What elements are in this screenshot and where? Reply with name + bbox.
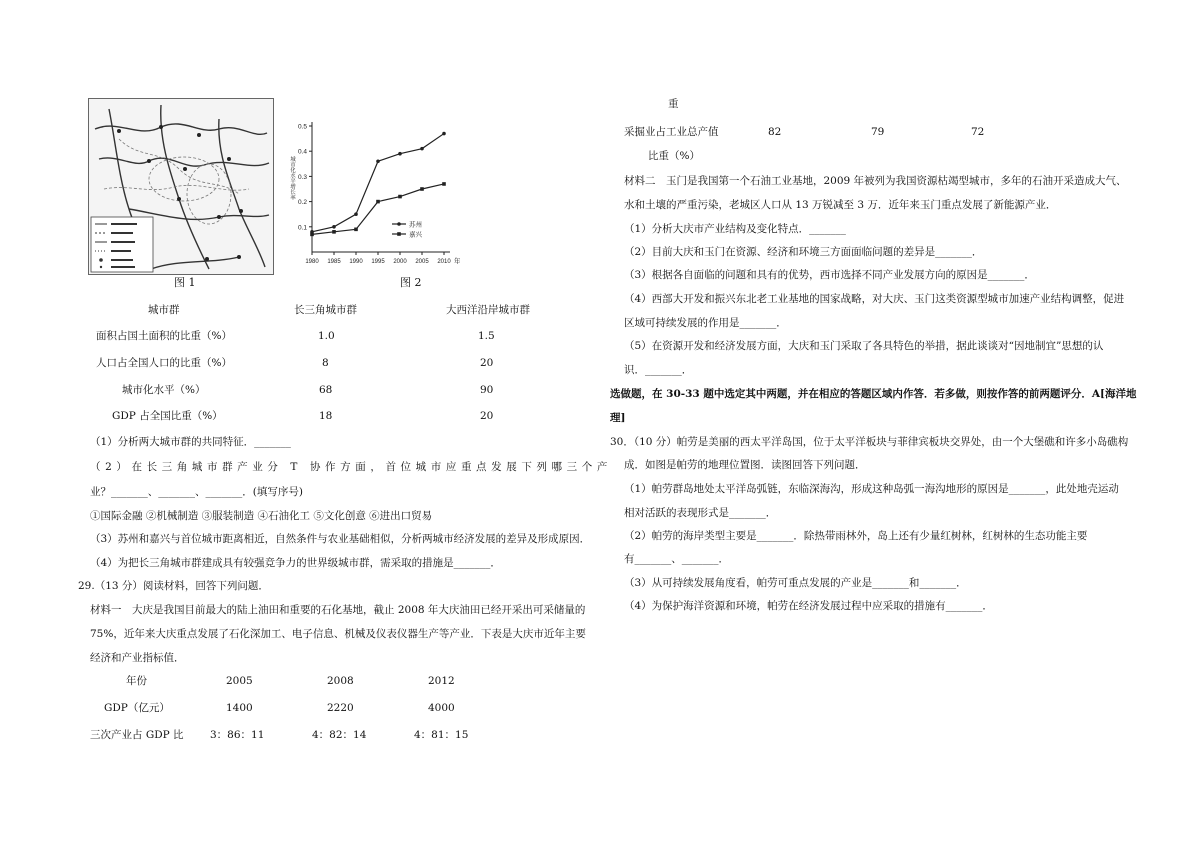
- data-point: [442, 132, 446, 136]
- q30-part1-line2: 相对活跃的表现形式是_______．: [624, 507, 777, 519]
- elective-instructions-line1: 选做题，在 30-33 题中选定其中两题，并在相应的答题区域内作答．若多做，则按作答的前两题评分．A[海洋地: [610, 388, 1137, 400]
- table-header: 长三角城市群: [294, 304, 357, 316]
- table-cell: 8: [322, 357, 329, 369]
- table-cell: GDP 占全国比重（%）: [112, 410, 223, 422]
- q30-heading-line1: 30．（10 分）帕劳是美丽的西太平洋岛国，位于太平洋板块与菲律宾板块交界处，由一个大堡礁和许多小岛礁构: [610, 436, 1129, 448]
- data-point: [354, 228, 358, 232]
- line-chart: [284, 116, 460, 276]
- table-cell: 4：82：14: [312, 729, 367, 741]
- q28-part2-line1: （2）在长三角城市群产业分 T 协作方面，首位城市应重点发展下列哪三个产: [90, 461, 612, 473]
- table-cell: 面积占国土面积的比重（%）: [96, 330, 232, 342]
- x-tick-label: 1995: [371, 259, 385, 265]
- table-cell: 90: [480, 384, 494, 396]
- data-point: [310, 233, 314, 237]
- data-point: [332, 230, 336, 234]
- data-point: [398, 195, 402, 199]
- map-drawing: [89, 99, 273, 274]
- table-cell: 1400: [226, 702, 253, 714]
- q28-part1: （1）分析两大城市群的共同特征．_______: [90, 436, 291, 448]
- q30-part2-line2: 有_______、_______．: [624, 553, 729, 565]
- table-header: 2012: [428, 675, 455, 687]
- y-tick-label: 0.5: [297, 123, 307, 131]
- q28-part3: （3）苏州和嘉兴与首位城市距离相近，自然条件与农业基础相似，分析两城市经济发展的差异及形成原因．: [90, 533, 591, 545]
- figure1-map: [88, 98, 274, 275]
- table-cell: 1.5: [478, 330, 495, 342]
- legend-marker: [397, 232, 401, 236]
- legend-label: 苏州: [409, 220, 422, 229]
- data-point: [398, 152, 402, 156]
- y-unit-label: 城市化水平增长率: [289, 156, 295, 200]
- q30-heading-line2: 成．如图是帕劳的地理位置图．读图回答下列问题．: [624, 459, 866, 471]
- table-header: 2005: [226, 675, 253, 687]
- table-cell: GDP（亿元）: [104, 702, 170, 714]
- x-tick-label: 1985: [327, 259, 341, 265]
- table-header: 大西洋沿岸城市群: [446, 304, 530, 316]
- table-header: 年份: [126, 675, 147, 687]
- q30-part1-line1: （1）帕劳群岛地处太平洋岛弧链，东临深海沟，形成这种岛弧一海沟地形的原因是_______，此处地壳运动: [624, 483, 1119, 495]
- q30-part3: （3）从可持续发展角度看，帕劳可重点发展的产业是_______和_______．: [624, 577, 967, 589]
- y-tick-label: 0.1: [297, 224, 307, 232]
- table-cell: 18: [319, 410, 333, 422]
- table-header: 2008: [327, 675, 354, 687]
- table-header: 城市群: [148, 304, 180, 316]
- x-tick-label: 1980: [305, 259, 319, 265]
- x-tick-label: 2010: [437, 259, 451, 265]
- data-point: [442, 182, 446, 186]
- q29-part5-line1: （5）在资源开发和经济发展方面，大庆和玉门采取了各具特色的举措，据此谈谈对“因地制宜”思想的认: [624, 340, 1104, 352]
- table-cell: 三次产业占 GDP 比: [90, 729, 184, 741]
- table-cell: 20: [480, 357, 494, 369]
- table-continued-word: 重: [668, 98, 679, 110]
- q29-part2: （2）目前大庆和玉门在资源、经济和环境三方面面临问题的差异是_______．: [624, 246, 983, 258]
- y-tick-label: 0.2: [297, 199, 307, 207]
- legend-label: 嘉兴: [409, 230, 422, 239]
- data-point: [354, 212, 358, 216]
- series-line-苏州: [312, 134, 444, 232]
- y-tick-label: 0.4: [297, 148, 307, 156]
- q28-part2-line2: 业？_______、_______、_______．(填写序号): [90, 486, 303, 498]
- table-cell: 3：86：11: [210, 729, 265, 741]
- legend-marker: [397, 222, 401, 226]
- q30-part2-line1: （2）帕劳的海岸类型主要是_______．除热带雨林外，岛上还有少量红树林，红树林的生态功能主要: [624, 530, 1088, 542]
- elective-instructions-line2: 理]: [610, 412, 626, 424]
- q28-options: ①国际金融 ②机械制造 ③服装制造 ④石油化工 ⑤文化创意 ⑥进出口贸易: [90, 510, 433, 522]
- table-cell: 82: [768, 126, 782, 138]
- table-cell: 人口占全国人口的比重（%）: [96, 357, 232, 369]
- q28-part4: （4）为把长三角城市群建成具有较强竞争力的世界级城市群，需采取的措施是_______．: [90, 557, 501, 569]
- x-tick-label: 2005: [415, 259, 429, 265]
- q29-part1: （1）分析大庆市产业结构及变化特点．_______: [624, 223, 846, 235]
- table-cell-unit: 比重（%）: [648, 150, 700, 162]
- table-cell: 72: [971, 126, 985, 138]
- data-point: [420, 147, 424, 151]
- data-point: [376, 200, 380, 204]
- table-cell: 城市化水平（%）: [122, 384, 206, 396]
- q29-part3: （3）根据各自面临的问题和具有的优势，西市选择不同产业发展方向的原因是_______．: [624, 269, 1035, 281]
- figure2-caption: 图 2: [400, 276, 422, 289]
- q29-part4-line2: 区域可持续发展的作用是_______．: [624, 317, 787, 329]
- x-tick-label: 2000: [393, 259, 407, 265]
- q29-part4-line1: （4）西部大开发和振兴东北老工业基地的国家战略，对大庆、玉门这类资源型城市加速产业结构调整，促进: [624, 293, 1125, 305]
- data-point: [420, 187, 424, 191]
- table-cell: 4000: [428, 702, 455, 714]
- table-cell: 79: [871, 126, 885, 138]
- q29-heading: 29.（13 分）阅读材料，回答下列问题．: [78, 580, 269, 592]
- table-cell: 4：81：15: [414, 729, 469, 741]
- q29-material1-line1: 材料一 大庆是我国目前最大的陆上油田和重要的石化基地，截止 2008 年大庆油田已经开采出可采储量的: [90, 604, 586, 616]
- table-cell: 1.0: [318, 330, 335, 342]
- x-unit-label: 年: [454, 257, 460, 265]
- table-cell: 20: [480, 410, 494, 422]
- figure2-chart: [284, 116, 460, 276]
- q30-part4: （4）为保护海洋资源和环境，帕劳在经济发展过程中应采取的措施有_______．: [624, 600, 993, 612]
- table-cell: 采掘业占工业总产值: [624, 126, 719, 138]
- material2-line1: 材料二 玉门是我国第一个石油工业基地，2009 年被列为我国资源枯竭型城市，多年的石油开采造成大气、: [624, 175, 1127, 187]
- table-cell: 2220: [327, 702, 354, 714]
- y-tick-label: 0.3: [297, 173, 307, 181]
- material2-line2: 水和土壤的严重污染，老城区人口从 13 万锐减至 3 万．近年来玉门重点发展了新能源产业．: [624, 199, 1057, 211]
- q29-material1-line2: 75%，近年来大庆重点发展了石化深加工、电子信息、机械及仪表仪器生产等产业．下表是大庆市近年主要: [90, 628, 586, 640]
- x-tick-label: 1990: [349, 259, 363, 265]
- data-point: [332, 225, 336, 229]
- figure1-caption: 图 1: [174, 276, 196, 289]
- data-point: [376, 159, 380, 163]
- table-cell: 68: [319, 384, 333, 396]
- q29-material1-line3: 经济和产业指标值．: [90, 652, 185, 664]
- q29-part5-line2: 识．_______．: [624, 364, 693, 376]
